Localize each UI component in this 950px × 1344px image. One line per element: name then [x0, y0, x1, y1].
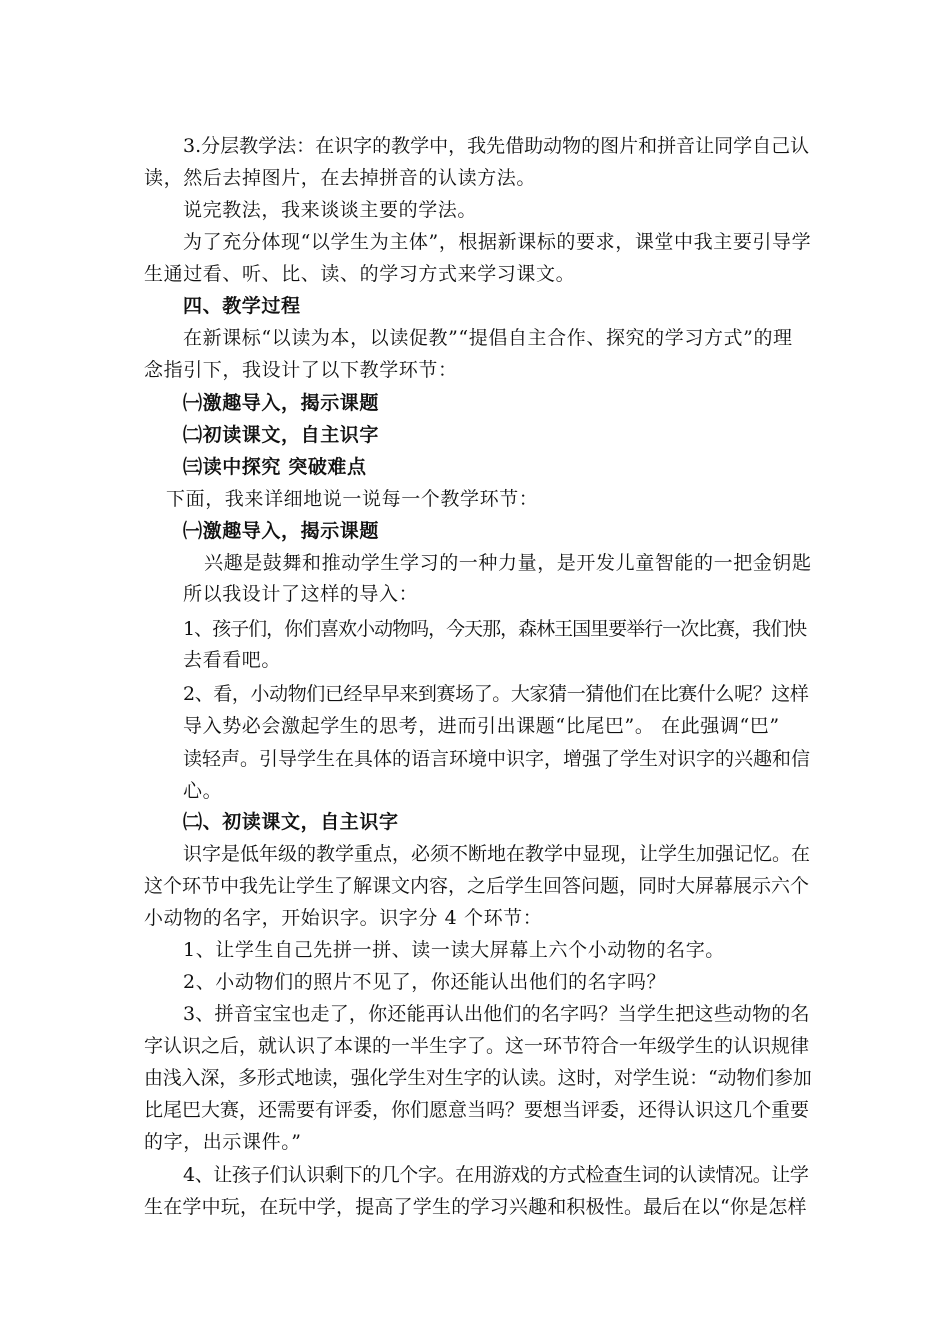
paragraph-line: 小动物的名字，开始识字。识字分 4 个环节： — [144, 907, 543, 929]
paragraph-line: 为了充分体现“以学生为主体”，根据新课标的要求，课堂中我主要引导学 — [183, 231, 812, 253]
paragraph-line: 1、孩子们，你们喜欢小动物吗，今天那，森林王国里要举行一次比赛，我们快 — [183, 618, 807, 640]
paragraph-line: 在新课标“以读为本，以读促教”“提倡自主合作、探究的学习方式”的理 — [183, 327, 793, 349]
paragraph-line: 心。 — [183, 780, 223, 802]
paragraph-line: 下面，我来详细地说一说每一个教学环节： — [166, 488, 539, 510]
step-heading: ㈡、初读课文，自主识字 — [183, 811, 399, 833]
paragraph-line: 2、看，小动物们已经早早来到赛场了。大家猜一猜他们在比赛什么呢？这样 — [183, 683, 809, 705]
paragraph-line: 所以我设计了这样的导入： — [183, 583, 419, 605]
paragraph-line: 3.分层教学法：在识字的教学中，我先借助动物的图片和拼音让同学自己认 — [183, 135, 810, 157]
paragraph-line: 去看看吧。 — [183, 649, 282, 671]
paragraph-line: 导入势必会激起学生的思考，进而引出课题“比尾巴”。 在此强调“巴” — [183, 715, 780, 737]
paragraph-line: 1、让学生自己先拼一拼、读一读大屏幕上六个小动物的名字。 — [183, 939, 725, 961]
paragraph-line: 4、让孩子们认识剩下的几个字。在用游戏的方式检查生词的认读情况。让学 — [183, 1164, 809, 1186]
paragraph-line: 由浅入深，多形式地读，强化学生对生字的认读。这时，对学生说：“动物们参加 — [144, 1067, 812, 1089]
paragraph-line: 生在学中玩，在玩中学，提高了学生的学习兴趣和积极性。最后在以“你是怎样 — [144, 1196, 807, 1218]
paragraph-line: 兴趣是鼓舞和推动学生学习的一种力量，是开发儿童智能的一把金钥匙 — [204, 552, 812, 574]
paragraph-line: 3、拼音宝宝也走了，你还能再认出他们的名字吗？当学生把这些动物的名 — [183, 1003, 810, 1025]
step-heading: ㈠激趣导入，揭示课题 — [183, 520, 380, 542]
paragraph-line: 识字是低年级的教学重点，必须不断地在教学中显现，让学生加强记忆。在 — [183, 843, 811, 865]
paragraph-line: 念指引下，我设计了以下教学环节： — [144, 359, 458, 381]
paragraph-line: 这个环节中我先让学生了解课文内容，之后学生回答问题，同时大屏幕展示六个 — [144, 875, 810, 897]
paragraph-line: 读，然后去掉图片，在去掉拼音的认读方法。 — [144, 167, 537, 189]
step-heading: ㈢读中探究 突破难点 — [183, 456, 367, 478]
paragraph-line: 说完教法，我来谈谈主要的学法。 — [183, 199, 478, 221]
step-heading: ㈡初读课文，自主识字 — [183, 424, 380, 446]
step-heading: ㈠激趣导入，揭示课题 — [183, 392, 380, 414]
section-heading: 四、教学过程 — [183, 295, 301, 317]
paragraph-line: 2、小动物们的照片不见了，你还能认出他们的名字吗？ — [183, 971, 667, 993]
paragraph-line: 生通过看、听、比、读、的学习方式来学习课文。 — [144, 263, 576, 285]
paragraph-line: 读轻声。引导学生在具体的语言环境中识字，增强了学生对识字的兴趣和信 — [183, 748, 811, 770]
paragraph-line: 比尾巴大赛，还需要有评委，你们愿意当吗？要想当评委，还得认识这几个重要 — [144, 1099, 810, 1121]
paragraph-line: 字认识之后，就认识了本课的一半生字了。这一环节符合一年级学生的认识规律 — [144, 1035, 810, 1057]
paragraph-line: 的字，出示课件。” — [144, 1131, 302, 1153]
